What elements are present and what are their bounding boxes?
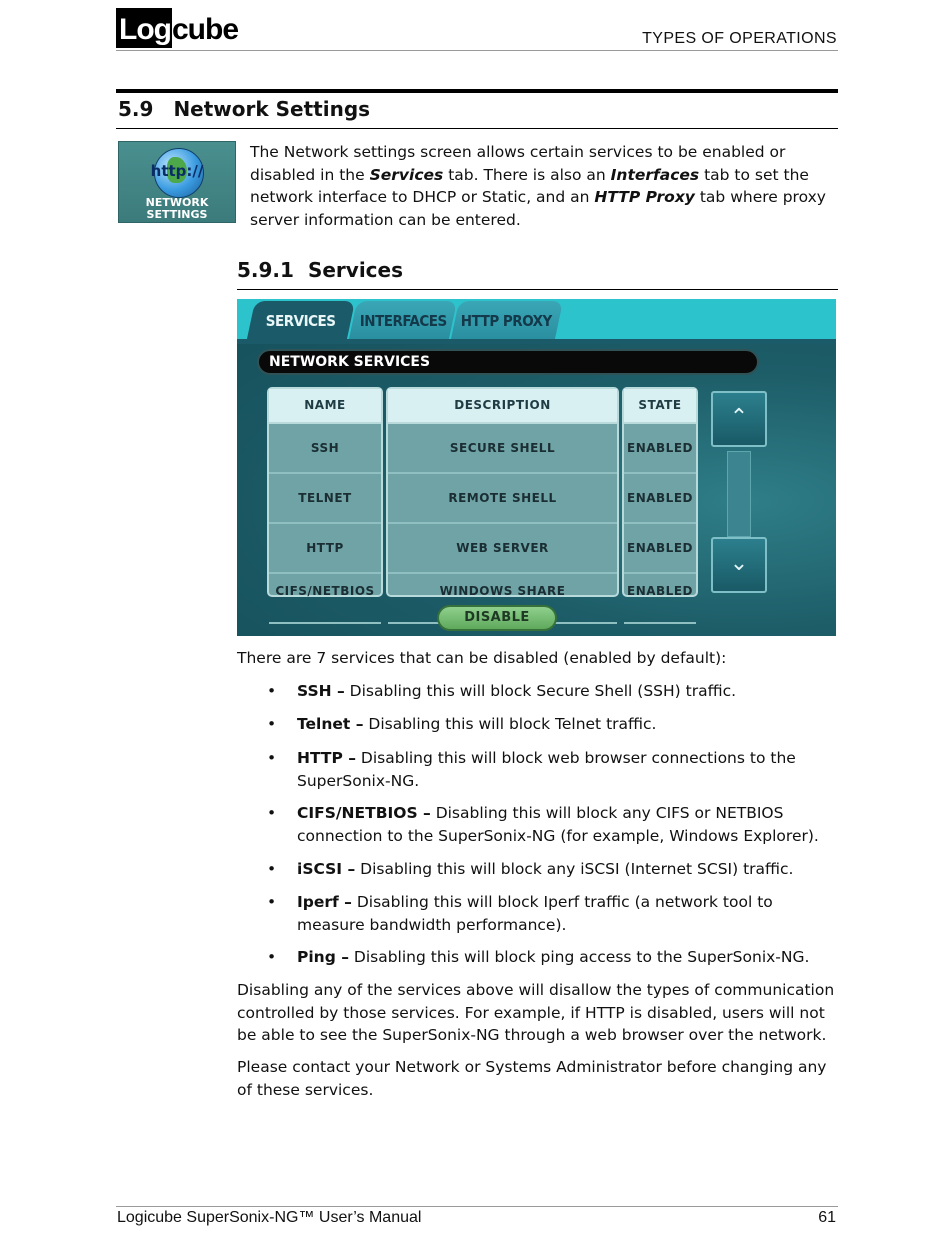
icon-label	[119, 197, 235, 221]
footer-divider	[116, 1206, 838, 1207]
section-top-rule	[116, 89, 838, 93]
bullet-text: Disabling this will block ping access to the SuperSonix-NG.	[348, 948, 810, 966]
bullet-term: Telnet –	[297, 715, 364, 733]
subsection-heading	[237, 258, 403, 282]
section-heading	[118, 97, 370, 121]
column-header-description: DESCRIPTION	[388, 389, 617, 424]
subsection-number: 5.9.1	[237, 258, 294, 282]
intro-interfaces-term: Interfaces	[610, 165, 700, 184]
bullet-term: CIFS/NETBIOS –	[297, 804, 431, 822]
table-row[interactable]: TELNET	[269, 474, 381, 524]
bullet-icon: •	[267, 948, 277, 966]
scrollbar-track[interactable]	[727, 451, 751, 537]
services-paragraph-1: Disabling any of the services above will disallow the types of communication controlled by those services. For example, if HTTP is disabled, users will not be able to see the SuperSonix-NG through a web browser over the network.	[237, 981, 835, 1044]
logicube-logo	[116, 8, 239, 50]
table-row[interactable]: HTTP	[269, 524, 381, 574]
logo-mark	[116, 8, 239, 50]
section-number: 5.9	[118, 97, 154, 121]
tab-services[interactable]: SERVICES	[247, 301, 355, 339]
services-state-column	[622, 387, 698, 597]
network-settings-icon	[118, 141, 236, 223]
tab-bar	[237, 299, 836, 339]
table-cell[interactable]: SECURE SHELL	[388, 424, 617, 474]
table-row[interactable]: SSH	[269, 424, 381, 474]
table-cell[interactable]: ENABLED	[624, 524, 696, 574]
intro-services-term: Services	[369, 165, 444, 184]
bullet-text: Disabling this will block Telnet traffic.	[363, 715, 657, 733]
icon-label-line2: SETTINGS	[146, 208, 208, 221]
bullet-icon: •	[267, 893, 277, 911]
intro-paragraph	[250, 141, 840, 231]
disable-button[interactable]: DISABLE	[437, 605, 557, 631]
bullet-text: Disabling this will block any CIFS or NETBIOS connection to the SuperSonix-NG (for example, Windows Explorer).	[297, 804, 819, 845]
bullet-icon: •	[267, 749, 277, 767]
bullet-icon: •	[267, 860, 277, 878]
tab-interfaces[interactable]: INTERFACES	[349, 301, 457, 339]
bullet-term: iSCSI –	[297, 860, 356, 878]
table-cell[interactable]: WEB SERVER	[388, 524, 617, 574]
bullet-term: SSH –	[297, 682, 345, 700]
bullet-term: Iperf –	[297, 893, 352, 911]
tab-underline	[237, 339, 836, 344]
bullet-text: Disabling this will block Iperf traffic (a network tool to measure bandwidth performance).	[297, 893, 773, 934]
table-cell[interactable]: ENABLED	[624, 474, 696, 524]
svg-text:Logi: Logi	[119, 13, 179, 46]
icon-label-line1: NETWORK	[145, 196, 209, 209]
intro-text-2: tab. There is also an	[443, 165, 611, 184]
services-paragraph-2: Please contact your Network or Systems Administrator before changing any of these services.	[237, 1058, 827, 1099]
table-cell[interactable]: ENABLED	[624, 574, 696, 624]
bullet-icon: •	[267, 804, 277, 822]
page-number: 61	[818, 1209, 836, 1226]
subsection-rule	[237, 289, 838, 290]
intro-text-1: The Network settings screen allows certain services to be enabled or disabled in the	[250, 143, 786, 184]
intro-text-4: tab where proxy server information can be entered.	[250, 188, 826, 229]
bullet-icon: •	[267, 715, 277, 733]
icon-http-text: http://	[150, 162, 204, 180]
section-title: Network Settings	[173, 97, 371, 121]
bullet-term: Ping –	[297, 948, 349, 966]
services-screenshot	[237, 299, 836, 636]
svg-text:cube: cube	[172, 13, 239, 46]
column-header-state: STATE	[624, 389, 696, 424]
services-name-column	[267, 387, 383, 597]
intro-text-3: tab to set the network interface to DHCP or Static, and an	[250, 165, 809, 206]
subsection-title: Services	[307, 258, 404, 282]
scroll-down-button[interactable]	[711, 537, 767, 593]
table-cell[interactable]: ENABLED	[624, 424, 696, 474]
table-cell[interactable]: WINDOWS SHARE	[388, 574, 617, 624]
column-header-name: NAME	[269, 389, 381, 424]
bullet-text: Disabling this will block Secure Shell (SSH) traffic.	[344, 682, 737, 700]
scroll-up-button[interactable]	[711, 391, 767, 447]
table-cell[interactable]: REMOTE SHELL	[388, 474, 617, 524]
header-section-label: TYPES OF OPERATIONS	[642, 30, 837, 47]
footer-manual-title: Logicube SuperSonix-NG™ User’s Manual	[117, 1209, 422, 1226]
chevron-down-icon: ⌄	[729, 551, 749, 576]
bullet-text: Disabling this will block any iSCSI (Internet SCSI) traffic.	[355, 860, 794, 878]
header-divider	[116, 50, 838, 51]
services-description-column	[386, 387, 619, 597]
bullet-term: HTTP –	[297, 749, 356, 767]
bullet-icon: •	[267, 682, 277, 700]
intro-http-proxy-term: HTTP Proxy	[594, 188, 695, 206]
network-services-title: NETWORK SERVICES	[257, 349, 759, 375]
section-bottom-rule	[116, 128, 838, 129]
services-lead: There are 7 services that can be disabled (enabled by default):	[237, 649, 727, 667]
chevron-up-icon: ⌃	[729, 405, 749, 430]
table-row[interactable]: CIFS/NETBIOS	[269, 574, 381, 624]
tab-http-proxy[interactable]: HTTP PROXY	[451, 301, 563, 339]
bullet-text: Disabling this will block web browser connections to the SuperSonix-NG.	[297, 749, 796, 790]
